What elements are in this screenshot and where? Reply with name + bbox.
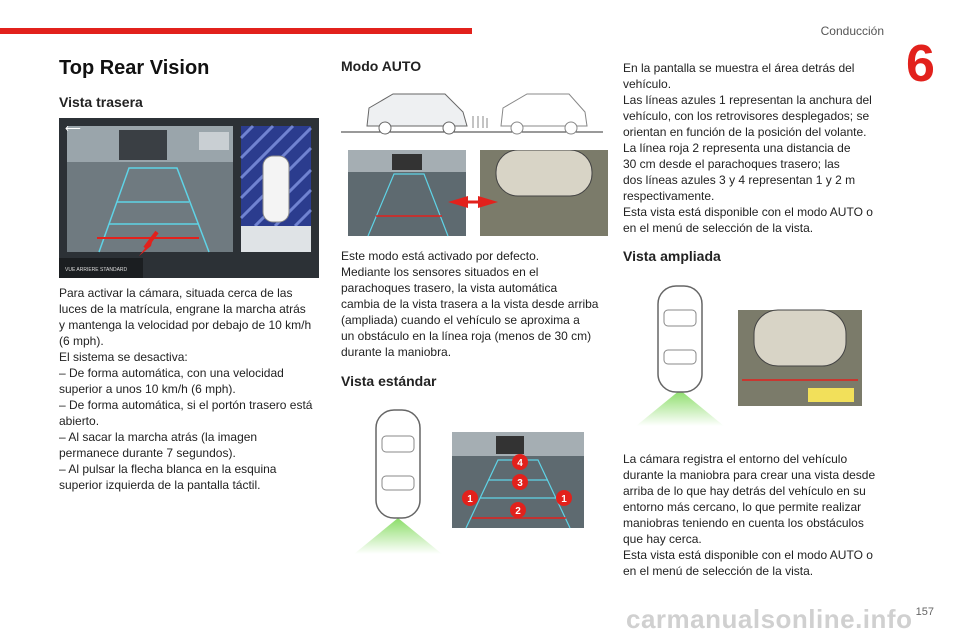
section-title-vista-trasera: Vista trasera xyxy=(59,94,143,110)
svg-text:4: 4 xyxy=(517,458,523,469)
chapter-title: Conducción xyxy=(820,24,884,38)
standard-view-illustration xyxy=(348,406,588,558)
modo-auto-description: Este modo está activado por defecto. Mediante los sensores situados en el parachoques trasero, la vista automática cambia de la vista trasera a la vista desde arriba (ampliada) cuando el vehículo se aproxima a un obstáculo en la línea roja (menos de 30 cm) durante la maniobra. xyxy=(341,249,599,359)
svg-text:2: 2 xyxy=(515,506,521,517)
vista-trasera-description: Para activar la cámara, situada cerca de las luces de la matrícula, engrane la marcha atrás y mantenga la velocidad por debajo de 10 km/h (6 mph). El sistema se desactiva: – De forma automática, con una velocidad superior a unos 10 km/h (6 mph). – De forma automática, si el portón trasero está abierto. – Al sacar la marcha atrás (la imagen permanece durante 7 segundos). – Al pulsar la flecha blanca en la esquina superior izquierda de la pantalla táctil. xyxy=(59,286,313,492)
auto-view-switch-illustration xyxy=(348,150,608,238)
back-arrow-icon: ⟵ xyxy=(65,123,81,135)
header-accent-bar xyxy=(0,28,472,34)
screen-view-label: VUE ARRIERE STANDARD xyxy=(65,267,128,273)
section-title-modo-auto: Modo AUTO xyxy=(341,58,422,74)
svg-text:3: 3 xyxy=(517,478,523,489)
rear-camera-screen-image xyxy=(59,118,319,278)
footer-watermark: carmanualsonline.info xyxy=(626,604,913,634)
svg-text:1: 1 xyxy=(561,494,567,505)
enlarged-view-illustration xyxy=(630,280,866,430)
chapter-number: 6 xyxy=(906,35,935,93)
page-title: Top Rear Vision xyxy=(59,57,210,79)
section-title-vista-estandar: Vista estándar xyxy=(341,373,437,389)
vista-ampliada-description: La cámara registra el entorno del vehículo durante la maniobra para crear una vista desde arriba de lo que hay detrás del vehículo en su entorno más cercano, lo que permite realizar maniobras teniendo en cuenta los obstáculos que hay cerca. Esta vista está disponible con el modo AUTO o en el menú de selección de la vista. xyxy=(623,452,876,578)
page-number: 157 xyxy=(915,606,934,618)
svg-text:1: 1 xyxy=(467,494,473,505)
section-title-vista-ampliada: Vista ampliada xyxy=(623,248,721,264)
vista-estandar-description: En la pantalla se muestra el área detrás del vehículo. Las líneas azules 1 representan la anchura del vehículo, con los retrovisores desplegados; se orientan en función de la posición del volante. La línea roja 2 representa una distancia de 30 cm desde el parachoques trasero; las dos líneas azules 3 y 4 representan 1 y 2 m respectivamente. Esta vista está disponible con el modo AUTO o en el menú de selección de la vista. xyxy=(623,61,873,235)
car-approaching-obstacle-illustration xyxy=(341,86,603,138)
